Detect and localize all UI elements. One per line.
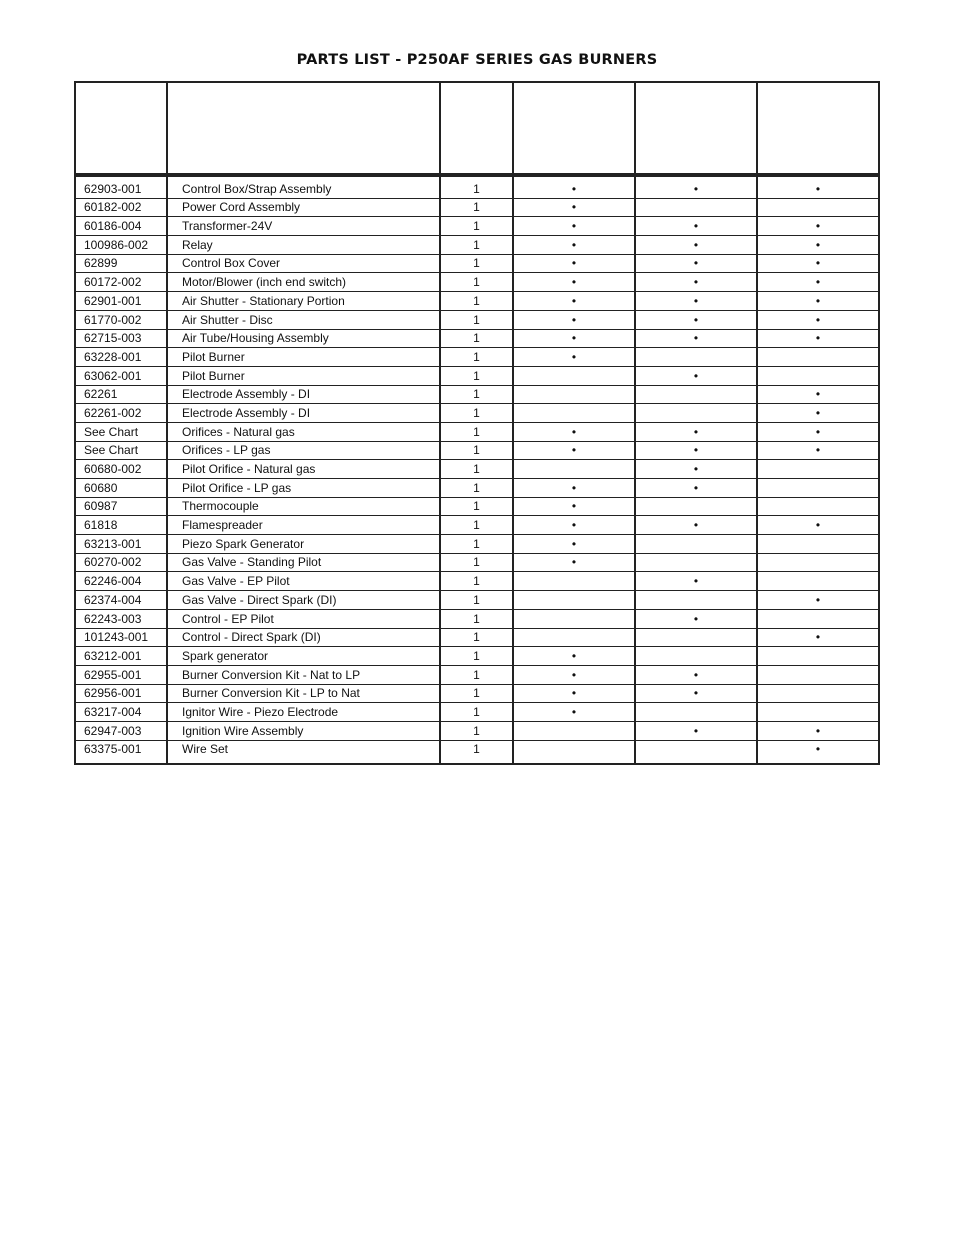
table-row: [75, 366, 879, 385]
header-cell-model-3: [757, 82, 879, 175]
model-3-mark-cell: •: [757, 721, 879, 740]
part-number-cell: 62947-003: [75, 721, 167, 740]
quantity-cell: 1: [440, 591, 513, 610]
header-cell-description: [167, 82, 440, 175]
description-cell: Control Box/Strap Assembly: [167, 175, 440, 198]
model-3-mark-cell: •: [757, 254, 879, 273]
quantity-cell: 1: [440, 665, 513, 684]
quantity-cell: 1: [440, 254, 513, 273]
part-number-cell: 60182-002: [75, 198, 167, 217]
table-row: [75, 441, 879, 460]
model-3-mark-cell: [757, 497, 879, 516]
part-number-cell: 60680-002: [75, 460, 167, 479]
model-1-mark-cell: •: [513, 254, 635, 273]
table-row: [75, 553, 879, 572]
part-number-cell: 62903-001: [75, 175, 167, 198]
part-number-cell: See Chart: [75, 441, 167, 460]
table-row: [75, 460, 879, 479]
part-number-cell: 61818: [75, 516, 167, 535]
table-row: [75, 385, 879, 404]
model-1-mark-cell: •: [513, 553, 635, 572]
model-3-mark-cell: [757, 572, 879, 591]
model-3-mark-cell: [757, 665, 879, 684]
table-row: [75, 310, 879, 329]
model-3-mark-cell: [757, 479, 879, 498]
model-2-mark-cell: [635, 385, 757, 404]
model-2-mark-cell: •: [635, 665, 757, 684]
description-cell: Electrode Assembly - DI: [167, 404, 440, 423]
table-row: [75, 647, 879, 666]
description-cell: Orifices - Natural gas: [167, 422, 440, 441]
header-cell-quantity: [440, 82, 513, 175]
table-row: [75, 236, 879, 255]
model-1-mark-cell: •: [513, 684, 635, 703]
part-number-cell: 63062-001: [75, 366, 167, 385]
model-3-mark-cell: [757, 535, 879, 554]
model-1-mark-cell: •: [513, 441, 635, 460]
model-1-mark-cell: •: [513, 497, 635, 516]
description-cell: Control Box Cover: [167, 254, 440, 273]
model-1-mark-cell: [513, 721, 635, 740]
model-3-mark-cell: •: [757, 236, 879, 255]
description-cell: Ignitor Wire - Piezo Electrode: [167, 703, 440, 722]
model-2-mark-cell: [635, 740, 757, 764]
quantity-cell: 1: [440, 497, 513, 516]
quantity-cell: 1: [440, 628, 513, 647]
model-1-mark-cell: [513, 609, 635, 628]
model-1-mark-cell: [513, 740, 635, 764]
quantity-cell: 1: [440, 273, 513, 292]
part-number-cell: 62899: [75, 254, 167, 273]
description-cell: Air Shutter - Stationary Portion: [167, 292, 440, 311]
quantity-cell: 1: [440, 721, 513, 740]
model-1-mark-cell: •: [513, 665, 635, 684]
model-2-mark-cell: •: [635, 310, 757, 329]
quantity-cell: 1: [440, 479, 513, 498]
model-2-mark-cell: •: [635, 609, 757, 628]
model-3-mark-cell: •: [757, 441, 879, 460]
model-1-mark-cell: [513, 591, 635, 610]
description-cell: Burner Conversion Kit - LP to Nat: [167, 684, 440, 703]
model-1-mark-cell: [513, 460, 635, 479]
part-number-cell: See Chart: [75, 422, 167, 441]
table-row: [75, 479, 879, 498]
description-cell: Motor/Blower (inch end switch): [167, 273, 440, 292]
model-3-mark-cell: •: [757, 591, 879, 610]
model-2-mark-cell: [635, 647, 757, 666]
model-1-mark-cell: •: [513, 422, 635, 441]
quantity-cell: 1: [440, 217, 513, 236]
table-row: [75, 665, 879, 684]
part-number-cell: 62956-001: [75, 684, 167, 703]
quantity-cell: 1: [440, 740, 513, 764]
model-2-mark-cell: •: [635, 684, 757, 703]
part-number-cell: 62246-004: [75, 572, 167, 591]
part-number-cell: 62374-004: [75, 591, 167, 610]
quantity-cell: 1: [440, 292, 513, 311]
quantity-cell: 1: [440, 329, 513, 348]
description-cell: Air Tube/Housing Assembly: [167, 329, 440, 348]
table-row: [75, 535, 879, 554]
table-row: [75, 198, 879, 217]
model-1-mark-cell: •: [513, 647, 635, 666]
quantity-cell: 1: [440, 703, 513, 722]
header-cell-part-number: [75, 82, 167, 175]
model-2-mark-cell: •: [635, 254, 757, 273]
model-1-mark-cell: •: [513, 703, 635, 722]
quantity-cell: 1: [440, 609, 513, 628]
model-2-mark-cell: [635, 628, 757, 647]
model-3-mark-cell: [757, 553, 879, 572]
model-2-mark-cell: [635, 591, 757, 610]
model-2-mark-cell: [635, 497, 757, 516]
quantity-cell: 1: [440, 553, 513, 572]
quantity-cell: 1: [440, 198, 513, 217]
table-row: [75, 740, 879, 764]
model-1-mark-cell: •: [513, 198, 635, 217]
model-3-mark-cell: •: [815, 741, 821, 756]
part-number-cell: 100986-002: [75, 236, 167, 255]
quantity-cell: 1: [440, 647, 513, 666]
part-number-cell: 63217-004: [75, 703, 167, 722]
part-number-cell: 62901-001: [75, 292, 167, 311]
model-2-mark-cell: [635, 198, 757, 217]
table-row: [75, 329, 879, 348]
description-cell: Wire Set: [167, 740, 440, 764]
quantity-cell: 1: [440, 175, 513, 198]
part-number-cell: 62261: [75, 385, 167, 404]
model-3-mark-cell: •: [757, 273, 879, 292]
part-number-cell: 62955-001: [75, 665, 167, 684]
table-row: [75, 609, 879, 628]
quantity-cell: 1: [440, 422, 513, 441]
description-cell: Transformer-24V: [167, 217, 440, 236]
quantity-cell: 1: [440, 441, 513, 460]
quantity-cell: 1: [440, 348, 513, 367]
model-3-mark-cell: •: [757, 310, 879, 329]
model-2-mark-cell: [635, 553, 757, 572]
description-cell: Flamespreader: [167, 516, 440, 535]
table-row: [75, 217, 879, 236]
parts-table: [74, 81, 880, 765]
quantity-cell: 1: [440, 684, 513, 703]
description-cell: Gas Valve - EP Pilot: [167, 572, 440, 591]
description-cell: Gas Valve - Direct Spark (DI): [167, 591, 440, 610]
quantity-cell: 1: [440, 460, 513, 479]
model-3-mark-cell: •: [757, 329, 879, 348]
model-2-mark-cell: •: [635, 422, 757, 441]
model-1-mark-cell: •: [513, 516, 635, 535]
table-row: [75, 572, 879, 591]
model-2-mark-cell: •: [635, 292, 757, 311]
part-number-cell: 60270-002: [75, 553, 167, 572]
description-cell: Orifices - LP gas: [167, 441, 440, 460]
table-row: [75, 516, 879, 535]
model-2-mark-cell: •: [635, 460, 757, 479]
model-2-mark-cell: •: [635, 366, 757, 385]
part-number-cell: 62261-002: [75, 404, 167, 423]
model-1-mark-cell: •: [513, 535, 635, 554]
model-3-mark-cell: [757, 703, 879, 722]
model-3-mark-cell: [757, 366, 879, 385]
model-3-mark-cell: •: [757, 292, 879, 311]
table-row: [75, 175, 879, 198]
model-2-mark-cell: •: [635, 441, 757, 460]
model-1-mark-cell: [513, 404, 635, 423]
model-2-mark-cell: [635, 404, 757, 423]
part-number-cell: 63228-001: [75, 348, 167, 367]
table-row: [75, 497, 879, 516]
part-number-cell: 62243-003: [75, 609, 167, 628]
table-row: [75, 721, 879, 740]
model-1-mark-cell: •: [513, 310, 635, 329]
parts-table-body: [75, 175, 879, 764]
model-1-mark-cell: [513, 572, 635, 591]
model-3-mark-cell: •: [757, 516, 879, 535]
model-1-mark-cell: [513, 628, 635, 647]
description-cell: Burner Conversion Kit - Nat to LP: [167, 665, 440, 684]
model-3-mark-cell: •: [757, 385, 879, 404]
model-2-mark-cell: •: [635, 721, 757, 740]
quantity-cell: 1: [440, 366, 513, 385]
description-cell: Pilot Burner: [167, 366, 440, 385]
model-3-mark-cell: •: [757, 217, 879, 236]
part-number-cell: 61770-002: [75, 310, 167, 329]
model-3-mark-cell: [757, 684, 879, 703]
model-3-mark-cell: [757, 348, 879, 367]
model-1-mark-cell: •: [513, 479, 635, 498]
model-2-mark-cell: •: [635, 479, 757, 498]
model-3-mark-cell: •: [757, 404, 879, 423]
table-row: [75, 591, 879, 610]
model-2-mark-cell: •: [635, 273, 757, 292]
model-1-mark-cell: •: [513, 217, 635, 236]
model-1-mark-cell: [513, 366, 635, 385]
description-cell: Pilot Burner: [167, 348, 440, 367]
description-cell: Power Cord Assembly: [167, 198, 440, 217]
description-cell: Relay: [167, 236, 440, 255]
model-1-mark-cell: •: [513, 348, 635, 367]
quantity-cell: 1: [440, 404, 513, 423]
description-cell: Pilot Orifice - Natural gas: [167, 460, 440, 479]
part-number-cell: 63213-001: [75, 535, 167, 554]
model-2-mark-cell: [635, 535, 757, 554]
description-cell: Spark generator: [167, 647, 440, 666]
model-3-mark-cell: •: [757, 628, 879, 647]
description-cell: Piezo Spark Generator: [167, 535, 440, 554]
description-cell: Control - Direct Spark (DI): [167, 628, 440, 647]
model-2-mark-cell: •: [635, 329, 757, 348]
model-2-mark-cell: •: [635, 217, 757, 236]
model-3-mark-cell: [757, 198, 879, 217]
table-row: [75, 348, 879, 367]
part-number-cell: 63375-001: [75, 740, 167, 764]
model-2-mark-cell: [635, 703, 757, 722]
description-cell: Ignition Wire Assembly: [167, 721, 440, 740]
part-number-cell: 60186-004: [75, 217, 167, 236]
model-3-mark-cell: •: [757, 422, 879, 441]
quantity-cell: 1: [440, 572, 513, 591]
description-cell: Pilot Orifice - LP gas: [167, 479, 440, 498]
model-1-mark-cell: [513, 385, 635, 404]
model-1-mark-cell: •: [513, 273, 635, 292]
model-3-mark-cell: [757, 609, 879, 628]
table-header-row: [75, 82, 879, 175]
model-3-mark-cell: •: [757, 175, 879, 198]
description-cell: Gas Valve - Standing Pilot: [167, 553, 440, 572]
description-cell: Control - EP Pilot: [167, 609, 440, 628]
page-title: PARTS LIST - P250AF SERIES GAS BURNERS: [296, 52, 658, 68]
model-2-mark-cell: •: [635, 175, 757, 198]
header-cell-model-1: [513, 82, 635, 175]
table-row: [75, 404, 879, 423]
model-1-mark-cell: •: [513, 175, 635, 198]
model-1-mark-cell: •: [513, 292, 635, 311]
part-number-cell: 60680: [75, 479, 167, 498]
table-row: [75, 628, 879, 647]
table-row: [75, 292, 879, 311]
header-cell-model-2: [635, 82, 757, 175]
description-cell: Electrode Assembly - DI: [167, 385, 440, 404]
model-1-mark-cell: •: [513, 236, 635, 255]
part-number-cell: 60172-002: [75, 273, 167, 292]
description-cell: Thermocouple: [167, 497, 440, 516]
part-number-cell: 60987: [75, 497, 167, 516]
quantity-cell: 1: [440, 516, 513, 535]
table-row: [75, 273, 879, 292]
table-row: [75, 422, 879, 441]
model-1-mark-cell: •: [513, 329, 635, 348]
quantity-cell: 1: [440, 385, 513, 404]
quantity-cell: 1: [440, 535, 513, 554]
model-2-mark-cell: •: [635, 236, 757, 255]
table-row: [75, 684, 879, 703]
table-row: [75, 703, 879, 722]
table-row: [75, 254, 879, 273]
quantity-cell: 1: [440, 310, 513, 329]
part-number-cell: 63212-001: [75, 647, 167, 666]
part-number-cell: 62715-003: [75, 329, 167, 348]
model-2-mark-cell: [635, 348, 757, 367]
quantity-cell: 1: [440, 236, 513, 255]
description-cell: Air Shutter - Disc: [167, 310, 440, 329]
model-3-mark-cell: [757, 460, 879, 479]
part-number-cell: 101243-001: [75, 628, 167, 647]
model-2-mark-cell: •: [635, 516, 757, 535]
model-3-mark-cell: [757, 647, 879, 666]
model-2-mark-cell: •: [635, 572, 757, 591]
